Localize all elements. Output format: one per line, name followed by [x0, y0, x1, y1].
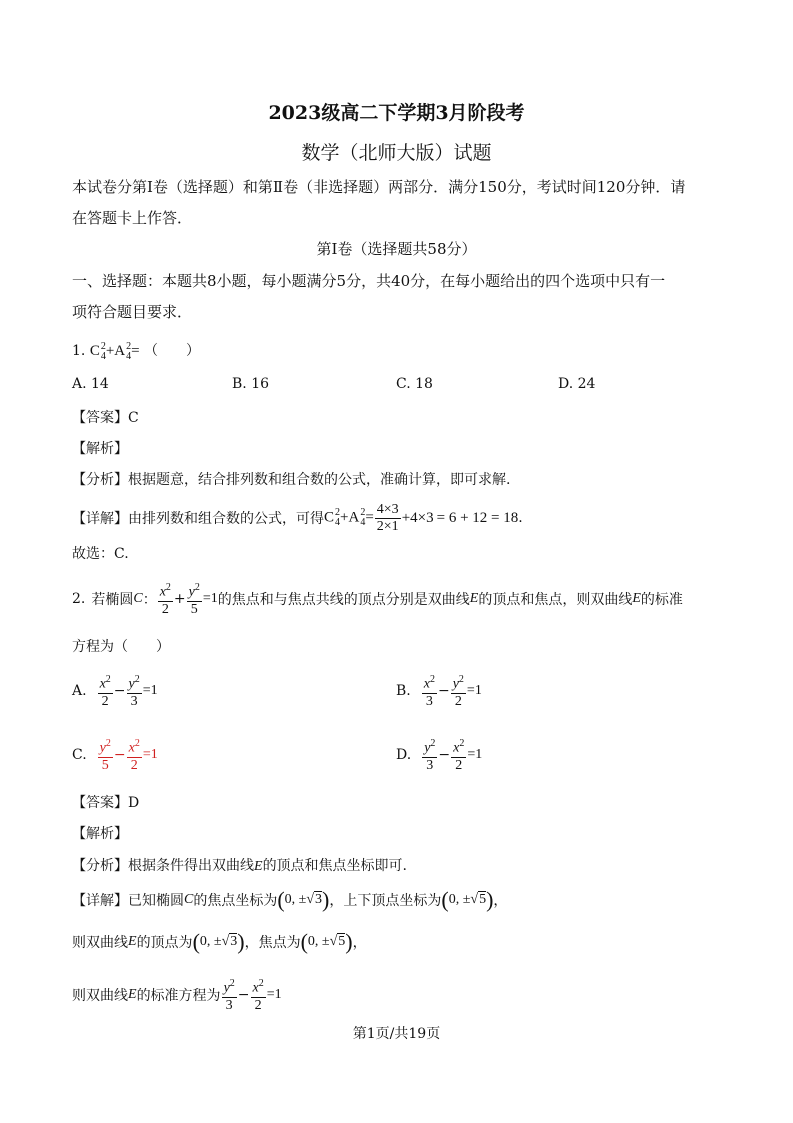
- xiangjie-line-1: 【详解】 已知椭圆 C 的焦点坐标为 (0, ±√3) ，上下顶点坐标为 (0, ±√5) ，: [72, 887, 508, 912]
- math-point: (0, ±√5): [441, 887, 494, 912]
- highlighted-expression: $\frac{y^2}{5}$ − $\frac{x^2}{2}$ =1: [99, 738, 158, 773]
- fenxi-text: 根据题意，结合排列数和组合数的公式，准确计算，即可求解.: [128, 472, 511, 488]
- answer-label: 【答案】: [72, 795, 128, 811]
- stem-line-2: 方程为（ ）: [72, 639, 170, 655]
- analysis-label: 【解析】: [72, 441, 128, 457]
- xiangjie-text: 则双曲线: [72, 988, 128, 1004]
- option-b: B. 16: [232, 376, 270, 392]
- page-footer: 第1页/共19页: [352, 1026, 441, 1042]
- option-d: D. 24: [558, 376, 596, 392]
- stem-text: 的焦点和与焦点共线的顶点分别是双曲线: [217, 592, 470, 608]
- option-a: A. $\frac{x^2}{2}$ − $\frac{y^2}{3}$ =1: [72, 674, 158, 709]
- option-letter: C.: [72, 747, 87, 763]
- question-number: 1.: [72, 343, 86, 359]
- option-c: C. 18: [396, 376, 433, 392]
- page-subtitle: 数学（北师大版）试题: [301, 142, 492, 164]
- math-fraction: $\frac{y^2}{5}$: [188, 582, 200, 617]
- math-point: (0, ±√5): [300, 929, 353, 954]
- xiangjie-text: 的标准方程为: [136, 988, 221, 1004]
- math-fraction: $\frac{y^2}{5}$: [99, 738, 111, 773]
- xiangjie-text: 则双曲线: [72, 935, 128, 951]
- answer-line: [72, 792, 139, 812]
- xiangjie-text: 由排列数和组合数的公式，可得: [128, 511, 324, 527]
- section-instruction-1: 一、选择题：本题共8小题，每小题满分5分，共40分，在每小题给出的四个选项中只有一: [72, 272, 666, 290]
- math-fraction: $\frac{y^2}{2}$: [452, 674, 464, 709]
- answer-label: 【答案】: [72, 410, 128, 426]
- math-expression: +4×3: [401, 509, 434, 526]
- math-fraction: $\frac{x^2}{2}$: [159, 582, 171, 617]
- answer-value: D: [128, 795, 140, 811]
- math-fraction: $\frac{x^2}{2}$: [128, 738, 140, 773]
- option-d: D. $\frac{y^2}{3}$ − $\frac{x^2}{2}$ =1: [396, 738, 483, 773]
- math-fraction: $\frac{y^2}{3}$: [223, 978, 235, 1013]
- option-a: A. 14: [72, 376, 109, 392]
- math-var: C: [133, 591, 143, 606]
- math-result: = 6 + 12 = 18: [436, 509, 519, 526]
- question-2: 2. 若椭圆 C ： $\frac{x^2}{2}$ + $\frac{y^2}{5}$ =1 的焦点和与焦点共线的顶点分别是双曲线 E 的顶点和焦点，则双曲线 E 的标准: [72, 582, 683, 617]
- page-title: 2023级高二下学期3月阶段考: [268, 102, 525, 124]
- xiangjie-text: 的焦点坐标为: [193, 893, 278, 909]
- fenxi-text: 根据条件得出双曲线: [128, 858, 254, 874]
- math-expression: C 2 4 +A 2 4 =: [324, 507, 374, 528]
- xiangjie-line-3: 则双曲线 E 的标准方程为 $\frac{y^2}{3}$ − $\frac{x^2}{2}$ =1: [72, 978, 282, 1013]
- xiangjie-text: 已知椭圆: [128, 893, 184, 909]
- math-fraction: $\frac{x^2}{2}$: [252, 978, 264, 1013]
- option-letter: D.: [396, 747, 412, 763]
- option-letter: A.: [72, 683, 87, 699]
- math-fraction: $\frac{y^2}{3}$: [128, 674, 140, 709]
- section-instruction-2: 项符合题目要求．: [72, 303, 193, 321]
- math-point: (0, ±√3): [277, 887, 330, 912]
- question-number: 2.: [72, 591, 86, 607]
- fenxi-line: 【分析】根据条件得出双曲线E的顶点和焦点坐标即可.: [72, 858, 408, 874]
- section-heading: 第Ⅰ卷（选择题共58分）: [316, 240, 477, 258]
- xiangjie-text: ，上下顶点坐标为: [329, 893, 442, 909]
- xiangjie-line: 【详解】 由排列数和组合数的公式，可得 C 2 4 +A 2 4 = $\frac{4\times 3}{2\times 1}$ +4×3 = 6 + 12 = 18 .: [72, 501, 523, 534]
- stem-text: 的顶点和焦点，则双曲线: [478, 592, 633, 608]
- analysis-label: 【解析】: [72, 826, 128, 842]
- fenxi-label: 【分析】: [72, 858, 128, 874]
- option-c: [72, 734, 158, 776]
- math-fraction: $\frac{x^2}{2}$: [99, 674, 111, 709]
- xiangjie-text: ，: [493, 893, 508, 909]
- xiangjie-line-2: 则双曲线 E 的顶点为 (0, ±√3) ，焦点为 (0, ±√5) ，: [72, 929, 367, 954]
- math-expression: C 2 4 +A 2 4 =: [89, 340, 140, 362]
- math-fraction: $\frac{x^2}{2}$: [453, 738, 465, 773]
- xiangjie-label: 【详解】: [72, 511, 128, 527]
- question-1: [72, 340, 200, 362]
- math-fraction: $\frac{y^2}{3}$: [424, 738, 436, 773]
- option-letter: B.: [396, 683, 411, 699]
- xiangjie-text: 的顶点为: [136, 935, 193, 951]
- stem-text: 的标准: [640, 592, 683, 608]
- fenxi-label: 【分析】: [72, 472, 128, 488]
- xiangjie-label: 【详解】: [72, 893, 128, 909]
- answer-value: C: [128, 410, 139, 426]
- fenxi-line: [72, 469, 510, 489]
- choice-line: 故选：C.: [72, 546, 129, 562]
- math-fraction: $\frac{4\times 3}{2\times 1}$: [376, 501, 399, 534]
- stem-text: 若椭圆: [91, 592, 134, 608]
- math-fraction: $\frac{x^2}{3}$: [423, 674, 435, 709]
- math-point: (0, ±√3): [192, 929, 245, 954]
- fenxi-text: 的顶点和焦点坐标即可.: [262, 858, 408, 874]
- xiangjie-text: ，: [352, 935, 367, 951]
- answer-line: [72, 407, 139, 427]
- option-b: B. $\frac{x^2}{3}$ − $\frac{y^2}{2}$ =1: [396, 674, 482, 709]
- xiangjie-text: ，焦点为: [244, 935, 301, 951]
- intro-line-2: 在答题卡上作答．: [72, 209, 193, 227]
- answer-blank: （ ）: [144, 343, 201, 359]
- intro-line-1: 本试卷分第Ⅰ卷（选择题）和第Ⅱ卷（非选择题）两部分．满分150分，考试时间120分钟．请: [72, 178, 686, 196]
